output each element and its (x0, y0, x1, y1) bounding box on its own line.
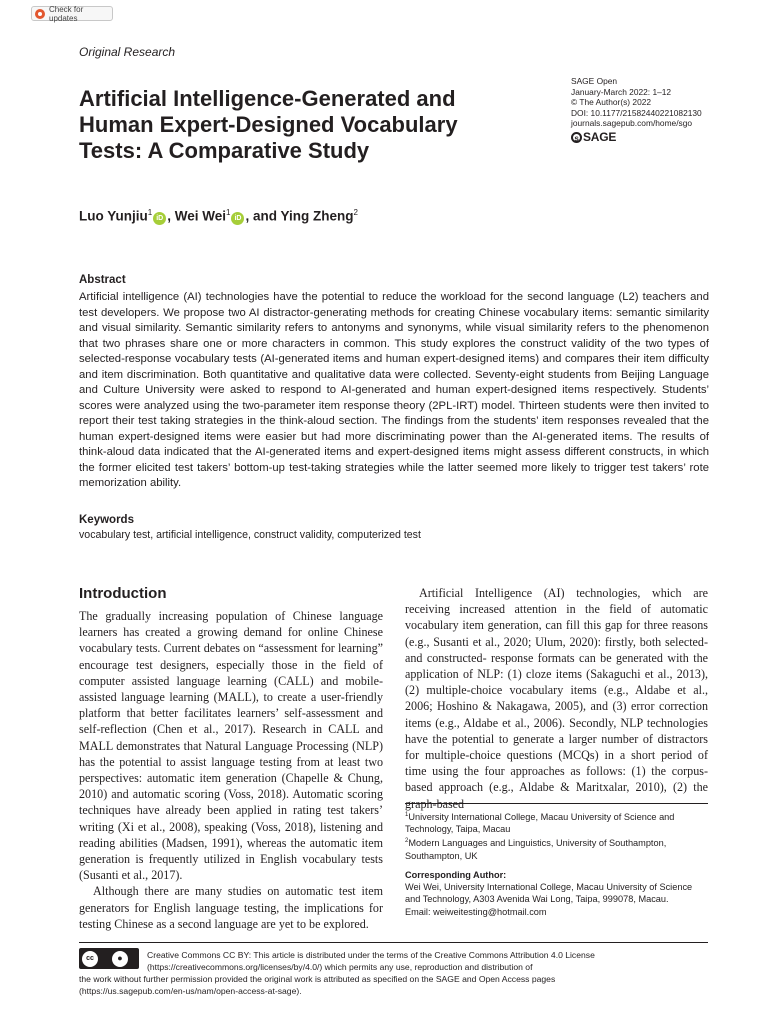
abstract-text: Artificial intelligence (AI) technologies have the potential to reduce the workload for the second language (L2) teachers and test developers. We propose two AI distractor-generating methods for creating Chinese vocabulary items: semantic similarity and visual similarity. Semantic similarity refers to antonyms and synonyms, while visual similarity refers to the phenomenon that two phrases share one or more characters in common. This study explores the construct validity of the two types of selected-response vocabulary tests (AI-generated items and human expert-designed items) and compares their item difficulty and item discrimination. Both quantitative and qualitative data were collected. Seventy-eight students from Beijing Language and Culture University were asked to respond to AI-generated and human expert-designed items respectively. Students’ scores were analyzed using the two-parameter item response theory (2PL-IRT) model. Thirteen students were then invited to report their test taking strategies in the think-aloud section. The findings from the students’ item responses revealed that the human expert-designed items were easier but had more discriminating power than the AI-generated items. The results of think-aloud data indicated that the AI-generated items and expert-designed items might assess different constructs, in which the former elicited test takers’ bottom-up test-taking strategies while the latter seemed more likely to trigger test takers’ rote memorization ability. (79, 291, 709, 489)
introduction-heading: Introduction (79, 585, 167, 602)
author-list: Luo Yunjiu$^1$iD , Wei Wei$^1$iD , and Ying Zheng$^2$ (79, 208, 358, 224)
footnote-divider (405, 803, 708, 804)
orcid-icon[interactable]: iD (231, 212, 244, 225)
attribution-icon: ● (112, 951, 128, 967)
section-label: Original Research (79, 45, 176, 59)
journal-issue: January-March 2022: 1–12 (571, 86, 672, 97)
check-for-updates-button[interactable] (31, 6, 113, 21)
journal-info (571, 76, 702, 143)
license-divider (79, 942, 708, 943)
cc-icon: cc (82, 951, 98, 967)
journal-name: SAGE Open (571, 76, 618, 86)
author-affiliation-mark: 1 (147, 208, 153, 217)
orcid-icon[interactable]: iD (153, 212, 166, 225)
check-for-updates-label: Check for updates (49, 4, 84, 23)
keywords-heading: Keywords (79, 514, 134, 526)
footnotes (405, 809, 708, 918)
corresponding-author-email[interactable]: Email: weiweitesting@hotmail.com (405, 906, 547, 917)
article-title: Artificial Intelligence-Generated and Human Expert-Designed Vocabulary Tests: A Comparative Study (79, 86, 458, 163)
affiliation-footnote: $^2$Modern Languages and Linguistics, University of Southampton, Southampton, UK (405, 838, 667, 861)
abstract-heading: Abstract (79, 274, 126, 286)
body-column-right (405, 585, 708, 812)
body-paragraph: The gradually increasing population of Chinese language learners has created a growing demand for online Chinese vocabulary tests. Current debates on “assessment for learning” encourage test designers, especially those in the field of computer assisted language learning (CALL) and mobile-assisted language learning (MALL), to create a user-friendly platform that better facilitates learners’ self-assessment and self-reflection (Chen et al., 2017). Research in CALL and MALL demonstrates that Natural Language Processing (NLP) has the potential to assist language testing from at least two perspectives: automatic item generation (Chapelle & Chung, 2010) and automatic scoring (Voss, 2018). Automatic scoring techniques have already been applied in rating test takers’ writing (Xi et al., 2008), speaking (Voss, 2018), listening and reading abilities (Madsen, 1991), whereas the automatic item generation is frequently utilized in English vocabulary tests (Susanti et al., 2017). (79, 609, 383, 883)
corresponding-author-text: Wei Wei, University International College, Macau University of Science and Technology, A303 Avenida Wai Long, Taipa, 999078, Macau. (405, 882, 693, 905)
author-name: Ying Zheng (280, 208, 354, 224)
author-name: Wei Wei (174, 208, 226, 224)
sage-logo-text: SAGE (583, 129, 617, 144)
author-affiliation-mark: 1 (225, 208, 231, 217)
body-column-left (79, 608, 383, 932)
author-name: Luo Yunjiu (79, 208, 148, 224)
author-affiliation-mark: 2 (353, 208, 358, 217)
body-paragraph: Artificial Intelligence (AI) technologies, which are receiving increased attention in the field of automatic vocabulary item generation, can fill this gap for three reasons (e.g., Susanti et al., 2020; Ulum, 2020): firstly, both selected- and constructed- response formats can be generated with the application of NLP: (1) cloze items (Sakaguchi et al., 2013), (2) multiple-choice vocabulary items (e.g., Aldabe et al., 2006; Hoshino & Nakagawa, 2005), and (3) error correction items (e.g., Aldabe et al., 2006). Secondly, NLP technologies have the potential to generate a larger number of distractors for multiple-choice questions (MCQs) in a short period of time using the four approaches as follows: (1) the corpus-based approach (e.g., Aldabe & Maritxalar, 2010), (2) the graph-based (405, 586, 708, 811)
journal-copyright: © The Author(s) 2022 (571, 97, 652, 107)
license-line: the work without further permission provided the original work is attributed as specified on the SAGE and Open Access pages (79, 974, 556, 984)
corresponding-author-heading: Corresponding Author: (405, 869, 507, 880)
license-text (79, 949, 708, 997)
affiliation-footnote: $^1$University International College, Macau University of Science and Technology, Taipa, Macau (405, 812, 675, 835)
keywords-text: vocabulary test, artificial intelligence, construct validity, computerized test (79, 529, 421, 541)
sage-logo (571, 129, 702, 144)
journal-url[interactable]: journals.sagepub.com/home/sgo (571, 118, 693, 128)
journal-doi[interactable]: DOI: 10.1177/21582440221082130 (571, 107, 702, 118)
license-line: Creative Commons CC BY: This article is distributed under the terms of the Creative Commons Attribution 4.0 License (147, 950, 595, 960)
license-line[interactable]: (https://creativecommons.org/licenses/by/4.0/) which permits any use, reproduction and distribution of (147, 962, 533, 972)
license-line[interactable]: (https://us.sagepub.com/en-us/nam/open-access-at-sage). (79, 986, 302, 996)
body-paragraph: Although there are many studies on automatic test item generators for English language testing, the implications for testing Chinese as a second language are yet to be explored. (79, 884, 383, 931)
sage-logo-icon: s (571, 132, 582, 143)
crossmark-icon (35, 9, 45, 19)
